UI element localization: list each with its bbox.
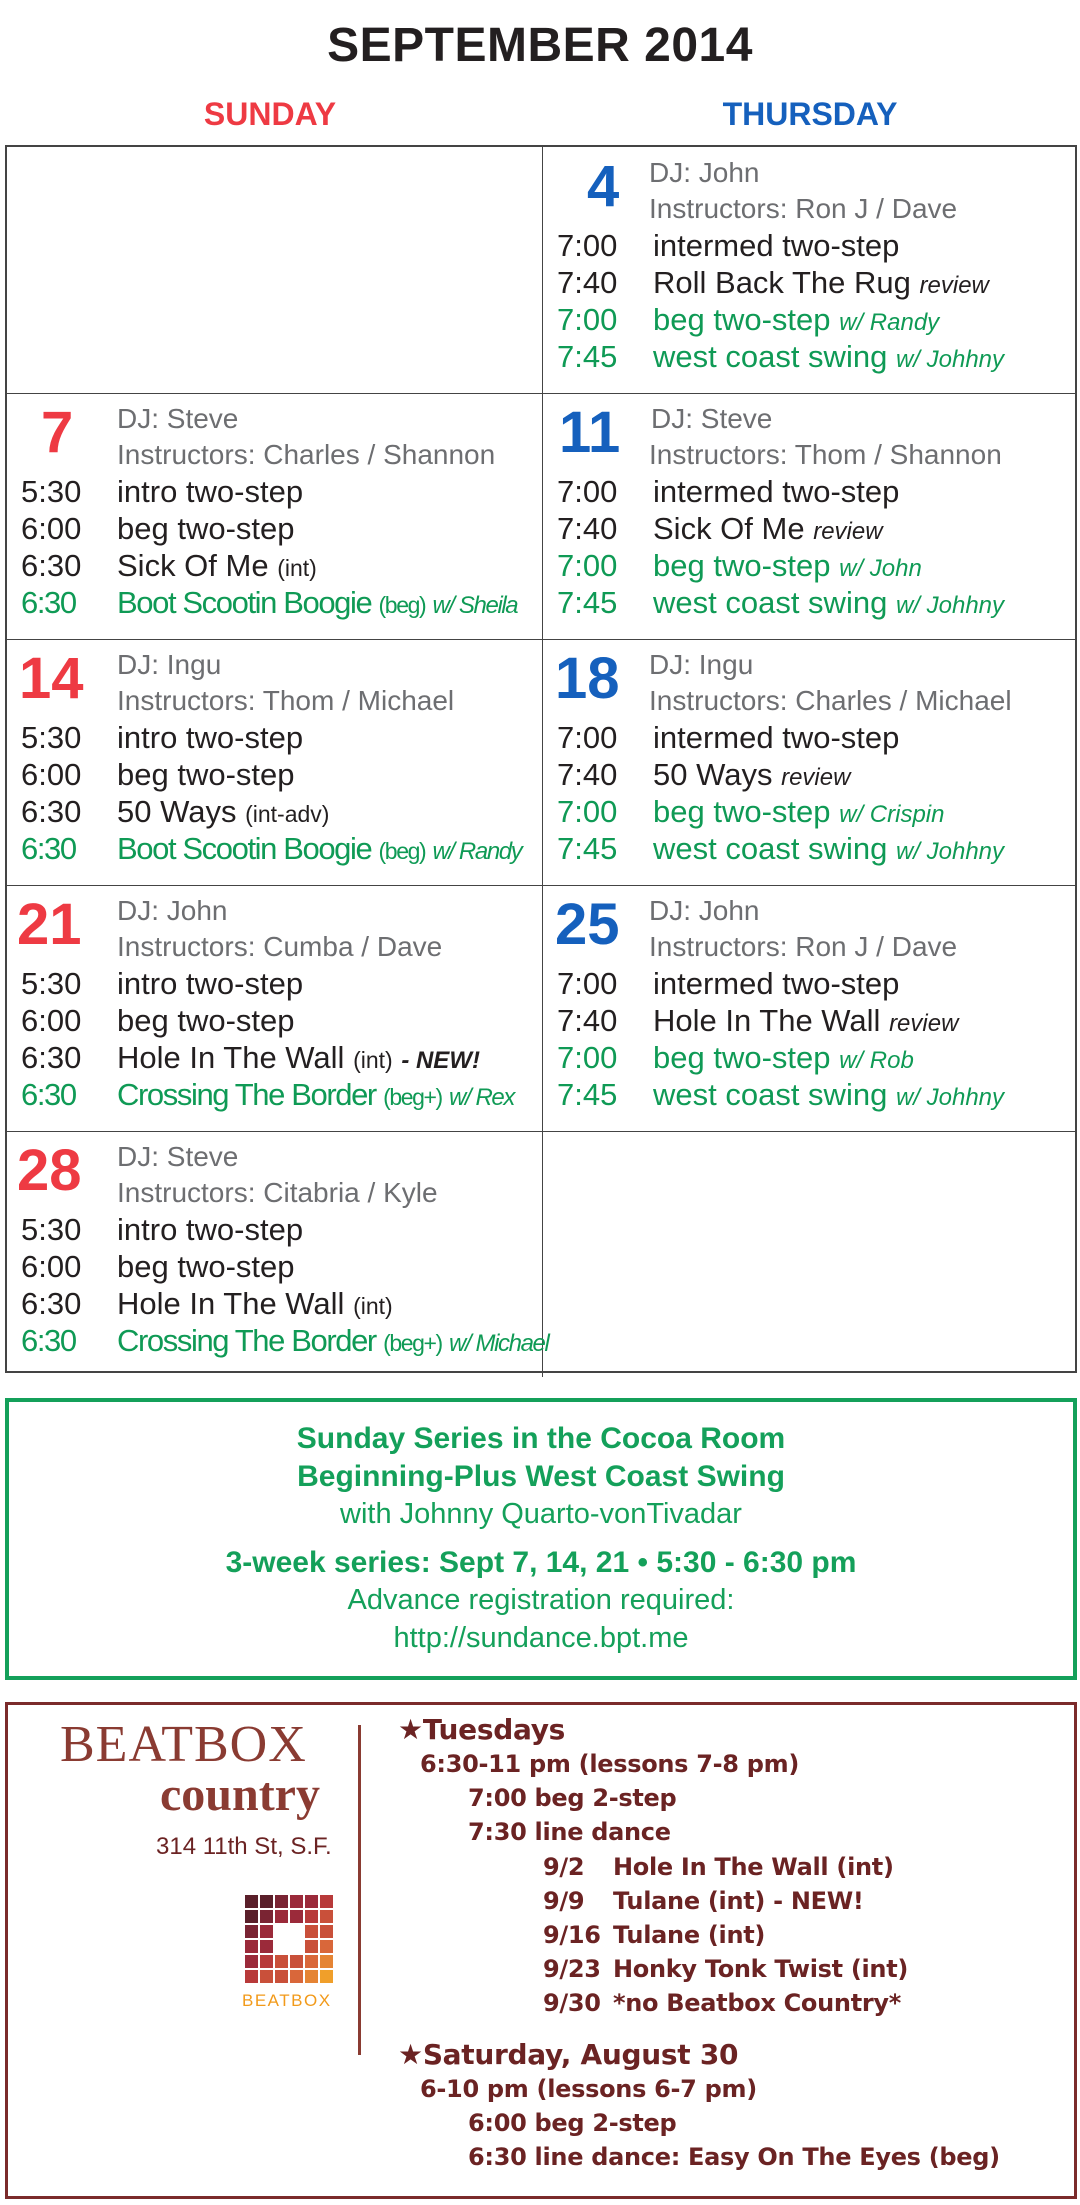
country-logo-text: country	[160, 1768, 320, 1821]
event-note: (beg)	[378, 838, 426, 864]
event-time: 7:00	[557, 794, 618, 829]
event-extra: w/ Sheila	[432, 592, 518, 619]
tuesdays-title: Tuesdays	[422, 1713, 566, 1746]
event-line	[21, 1248, 295, 1285]
promo-link[interactable]: http://sundance.bpt.me	[393, 1622, 689, 1654]
logo-tile	[260, 1925, 273, 1938]
event-note: review	[813, 518, 883, 545]
instructors-label: Instructors: Citabria / Kyle	[117, 1177, 438, 1208]
event-line	[21, 547, 317, 587]
event-line	[21, 1002, 295, 1039]
event-time: 6:30	[21, 794, 82, 829]
event-time: 6:00	[21, 1003, 82, 1038]
saturday-lesson: 6:00 beg 2-step	[468, 2109, 677, 2137]
star-icon: ★	[398, 1713, 423, 1746]
event-line	[557, 965, 899, 1002]
event-name: Hole In The Wall	[653, 1003, 881, 1038]
instructors-label: Instructors: Ron J / Dave	[649, 931, 958, 962]
event-line	[557, 756, 850, 796]
event-note: (beg+)	[383, 1084, 442, 1110]
event-extra: w/ Michael	[449, 1330, 549, 1357]
event-time: 6:00	[21, 511, 82, 546]
event-name: intro two-step	[117, 474, 304, 509]
dance-title: *no Beatbox Country*	[613, 1989, 902, 2017]
logo-tile	[245, 1925, 258, 1938]
event-time: 7:40	[557, 757, 618, 792]
event-name: Boot Scootin Boogie	[117, 585, 372, 620]
event-name: beg two-step	[117, 1249, 295, 1284]
event-name: intro two-step	[117, 966, 304, 1001]
event-name: 50 Ways	[653, 757, 773, 792]
calendar-cell-empty	[7, 147, 543, 393]
event-name: west coast swing	[653, 831, 888, 866]
dance-title: Tulane (int)	[613, 1921, 766, 1949]
event-time: 6:30	[21, 1077, 76, 1112]
event-time: 7:40	[557, 511, 618, 546]
logo-tile	[260, 1910, 273, 1923]
tuesday-lesson: 7:00 beg 2-step	[468, 1784, 677, 1812]
day-number: 28	[17, 1138, 82, 1203]
event-line	[21, 965, 303, 1002]
logo-tile	[320, 1940, 333, 1953]
day-number: 14	[19, 646, 84, 711]
event-name: Roll Back The Rug	[653, 265, 911, 300]
event-time: 5:30	[21, 720, 82, 755]
event-line	[557, 793, 944, 833]
logo-tile	[290, 1910, 303, 1923]
logo-tile	[260, 1895, 273, 1908]
saturday-lesson: 6:30 line dance: Easy On The Eyes (beg)	[468, 2143, 1000, 2171]
event-note: (beg)	[378, 592, 426, 618]
event-note: w/ Rob	[839, 1047, 914, 1074]
dj-label: DJ: Steve	[651, 403, 773, 434]
logo-tile	[245, 1895, 258, 1908]
event-line	[21, 1039, 480, 1079]
event-note: review	[889, 1010, 959, 1037]
logo-tile	[275, 1970, 288, 1983]
event-line	[21, 1076, 514, 1116]
dj-label: DJ: John	[649, 157, 760, 188]
event-line	[21, 719, 303, 756]
event-time: 5:30	[21, 1212, 82, 1247]
day-number: 4	[587, 154, 620, 219]
event-name: Hole In The Wall	[117, 1286, 345, 1321]
logo-tile	[320, 1970, 333, 1983]
event-line	[557, 264, 989, 304]
event-time: 7:00	[557, 1040, 618, 1075]
event-note: w/ Crispin	[839, 801, 945, 828]
event-time: 6:00	[21, 1249, 82, 1284]
event-name: beg two-step	[653, 1040, 831, 1075]
event-name: beg two-step	[117, 757, 295, 792]
dance-title: Tulane (int) - NEW!	[613, 1887, 864, 1915]
event-note: (int-adv)	[245, 801, 330, 827]
tuesdays-heading	[398, 1713, 565, 1746]
event-note: w/ Johhny	[895, 838, 1005, 865]
event-name: intermed two-step	[653, 228, 900, 263]
promo-registration: Advance registration required:	[347, 1584, 735, 1616]
dj-label: DJ: Ingu	[117, 649, 222, 680]
event-time: 5:30	[21, 474, 82, 509]
event-note: review	[919, 272, 989, 299]
event-name: beg two-step	[653, 548, 831, 583]
star-icon: ★	[398, 2038, 423, 2071]
logo-tile	[305, 1940, 318, 1953]
venue-address: 314 11th St, S.F.	[156, 1833, 332, 1860]
event-line	[21, 473, 303, 510]
event-name: Crossing The Border	[117, 1077, 376, 1112]
date-label: 9/30	[543, 1989, 601, 2017]
tuesday-hours: 6:30-11 pm (lessons 7-8 pm)	[420, 1750, 799, 1778]
event-time: 6:30	[21, 585, 76, 620]
event-time: 7:45	[557, 339, 618, 374]
event-name: intermed two-step	[653, 966, 900, 1001]
event-line	[21, 1322, 548, 1362]
calendar-cell-sep-28	[7, 1131, 549, 1377]
event-name: Crossing The Border	[117, 1323, 376, 1358]
dj-label: DJ: John	[117, 895, 228, 926]
promo-title: Sunday Series in the Cocoa Room	[296, 1422, 786, 1455]
saturday-hours: 6-10 pm (lessons 6-7 pm)	[420, 2075, 757, 2103]
logo-tile	[290, 1955, 303, 1968]
promo-subtitle: Beginning-Plus West Coast Swing	[297, 1460, 785, 1493]
calendar-cell-empty	[543, 1131, 1079, 1377]
logo-tile	[305, 1955, 318, 1968]
calendar-cell-sep-11	[543, 393, 1079, 639]
calendar-cell-sep-21	[7, 885, 543, 1131]
event-name: Boot Scootin Boogie	[117, 831, 372, 866]
logo-tile	[245, 1955, 258, 1968]
event-name: 50 Ways	[117, 794, 237, 829]
page-title: SEPTEMBER 2014	[327, 19, 753, 72]
event-time: 6:00	[21, 757, 82, 792]
event-time: 7:00	[557, 720, 618, 755]
instructors-label: Instructors: Ron J / Dave	[649, 193, 958, 224]
event-note: w/ Randy	[839, 309, 940, 336]
logo-tile	[305, 1895, 318, 1908]
event-name: intermed two-step	[653, 720, 900, 755]
promo-instructor: with Johnny Quarto-vonTivadar	[340, 1498, 742, 1530]
event-time: 7:00	[557, 548, 618, 583]
event-time: 6:30	[21, 1323, 76, 1358]
dance-title: Hole In The Wall (int)	[613, 1853, 894, 1881]
calendar-cell-sep-7	[7, 393, 543, 639]
event-line	[557, 227, 899, 264]
logo-tile	[320, 1910, 333, 1923]
logo-tile	[320, 1895, 333, 1908]
calendar-cell-sep-25	[543, 885, 1079, 1131]
event-line	[21, 1211, 303, 1248]
beatbox-brand-label: BEATBOX	[242, 1991, 332, 2010]
beatbox-logo-text: BEATBOX	[60, 1716, 307, 1773]
sunday-heading: SUNDAY	[203, 96, 337, 132]
event-name: beg two-step	[653, 302, 831, 337]
saturday-title: Saturday, August 30	[422, 2038, 739, 2071]
new-badge: - NEW!	[401, 1047, 480, 1074]
event-time: 6:30	[21, 548, 82, 583]
day-number: 7	[41, 400, 74, 465]
event-line	[557, 338, 1004, 378]
event-line	[21, 756, 295, 793]
event-line	[21, 1285, 393, 1325]
event-line	[557, 301, 939, 341]
event-time: 7:00	[557, 302, 618, 337]
instructors-label: Instructors: Cumba / Dave	[117, 931, 443, 962]
date-label: 9/23	[543, 1955, 601, 1983]
event-line	[557, 1039, 914, 1079]
event-time: 7:40	[557, 265, 618, 300]
event-time: 6:30	[21, 1286, 82, 1321]
dj-label: DJ: Ingu	[649, 649, 754, 680]
logo-tile	[320, 1955, 333, 1968]
logo-tile	[260, 1970, 273, 1983]
event-extra: w/ Randy	[432, 838, 522, 865]
event-note: (beg+)	[383, 1330, 442, 1356]
event-note: (int)	[353, 1293, 393, 1319]
instructors-label: Instructors: Thom / Michael	[117, 685, 455, 716]
event-line	[557, 1076, 1004, 1116]
calendar-cell-sep-18	[543, 639, 1079, 885]
day-number: 11	[559, 400, 621, 465]
event-line	[557, 547, 922, 587]
beatbox-country-section	[5, 1702, 1077, 2199]
logo-tile	[260, 1955, 273, 1968]
event-line	[21, 793, 329, 833]
event-name: west coast swing	[653, 585, 888, 620]
logo-tile	[245, 1970, 258, 1983]
event-time: 7:45	[557, 831, 618, 866]
instructors-label: Instructors: Thom / Shannon	[649, 439, 1002, 470]
event-extra: w/ Rex	[449, 1084, 514, 1111]
dance-title: Honky Tonk Twist (int)	[613, 1955, 909, 1983]
event-line	[557, 719, 899, 756]
logo-tile	[275, 1910, 288, 1923]
event-time: 7:40	[557, 1003, 618, 1038]
event-time: 7:00	[557, 966, 618, 1001]
promo-dates: 3-week series: Sept 7, 14, 21 • 5:30 - 6:30 pm	[225, 1546, 857, 1579]
event-name: intro two-step	[117, 720, 304, 755]
instructors-label: Instructors: Charles / Shannon	[117, 439, 496, 470]
event-name: Sick Of Me	[653, 511, 805, 546]
dj-label: DJ: Steve	[117, 403, 239, 434]
event-line	[557, 1002, 958, 1042]
event-line	[557, 584, 1004, 624]
event-note: w/ Johhny	[895, 1084, 1005, 1111]
date-label: 9/2	[543, 1853, 585, 1881]
event-note: (int)	[353, 1047, 393, 1073]
event-name: beg two-step	[653, 794, 831, 829]
event-line	[557, 830, 1004, 870]
logo-tile	[305, 1970, 318, 1983]
event-time: 7:00	[557, 228, 618, 263]
calendar-cell-sep-14	[7, 639, 543, 885]
instructors-label: Instructors: Charles / Michael	[649, 685, 1012, 716]
event-note: review	[781, 764, 851, 791]
event-time: 7:00	[557, 474, 618, 509]
logo-tile	[275, 1955, 288, 1968]
logo-tile	[320, 1925, 333, 1938]
date-label: 9/16	[543, 1921, 601, 1949]
event-time: 6:30	[21, 1040, 82, 1075]
event-name: Hole In The Wall	[117, 1040, 345, 1075]
saturday-heading	[398, 2038, 738, 2071]
event-line	[21, 830, 521, 870]
event-line	[557, 473, 899, 510]
event-name: beg two-step	[117, 1003, 295, 1038]
day-number: 21	[17, 892, 82, 957]
thursday-heading: THURSDAY	[722, 96, 898, 132]
section-divider	[358, 1725, 361, 2055]
calendar-grid	[5, 145, 1077, 1373]
day-number: 18	[555, 646, 620, 711]
logo-tile	[305, 1925, 318, 1938]
event-name: Sick Of Me	[117, 548, 269, 583]
logo-tile	[245, 1940, 258, 1953]
event-line	[21, 510, 295, 547]
event-time: 6:30	[21, 831, 76, 866]
event-line	[21, 584, 517, 624]
event-time: 5:30	[21, 966, 82, 1001]
dj-label: DJ: John	[649, 895, 760, 926]
event-name: beg two-step	[117, 511, 295, 546]
day-number: 25	[555, 892, 620, 957]
event-name: intro two-step	[117, 1212, 304, 1247]
logo-tile	[275, 1895, 288, 1908]
event-note: (int)	[277, 555, 317, 581]
event-name: west coast swing	[653, 1077, 888, 1112]
date-label: 9/9	[543, 1887, 585, 1915]
logo-tile	[290, 1895, 303, 1908]
event-note: w/ Johhny	[895, 346, 1005, 373]
event-note: w/ Johhny	[895, 592, 1005, 619]
sunday-series-promo	[5, 1398, 1077, 1680]
dj-label: DJ: Steve	[117, 1141, 239, 1172]
logo-tile	[305, 1910, 318, 1923]
event-line	[557, 510, 883, 550]
event-name: west coast swing	[653, 339, 888, 374]
calendar-cell-sep-4	[543, 147, 1079, 393]
event-time: 7:45	[557, 585, 618, 620]
logo-tile	[245, 1910, 258, 1923]
logo-tile	[260, 1940, 273, 1953]
event-note: w/ John	[839, 555, 922, 582]
event-time: 7:45	[557, 1077, 618, 1112]
event-name: intermed two-step	[653, 474, 900, 509]
logo-tile	[290, 1970, 303, 1983]
tuesday-lesson: 7:30 line dance	[468, 1818, 671, 1846]
